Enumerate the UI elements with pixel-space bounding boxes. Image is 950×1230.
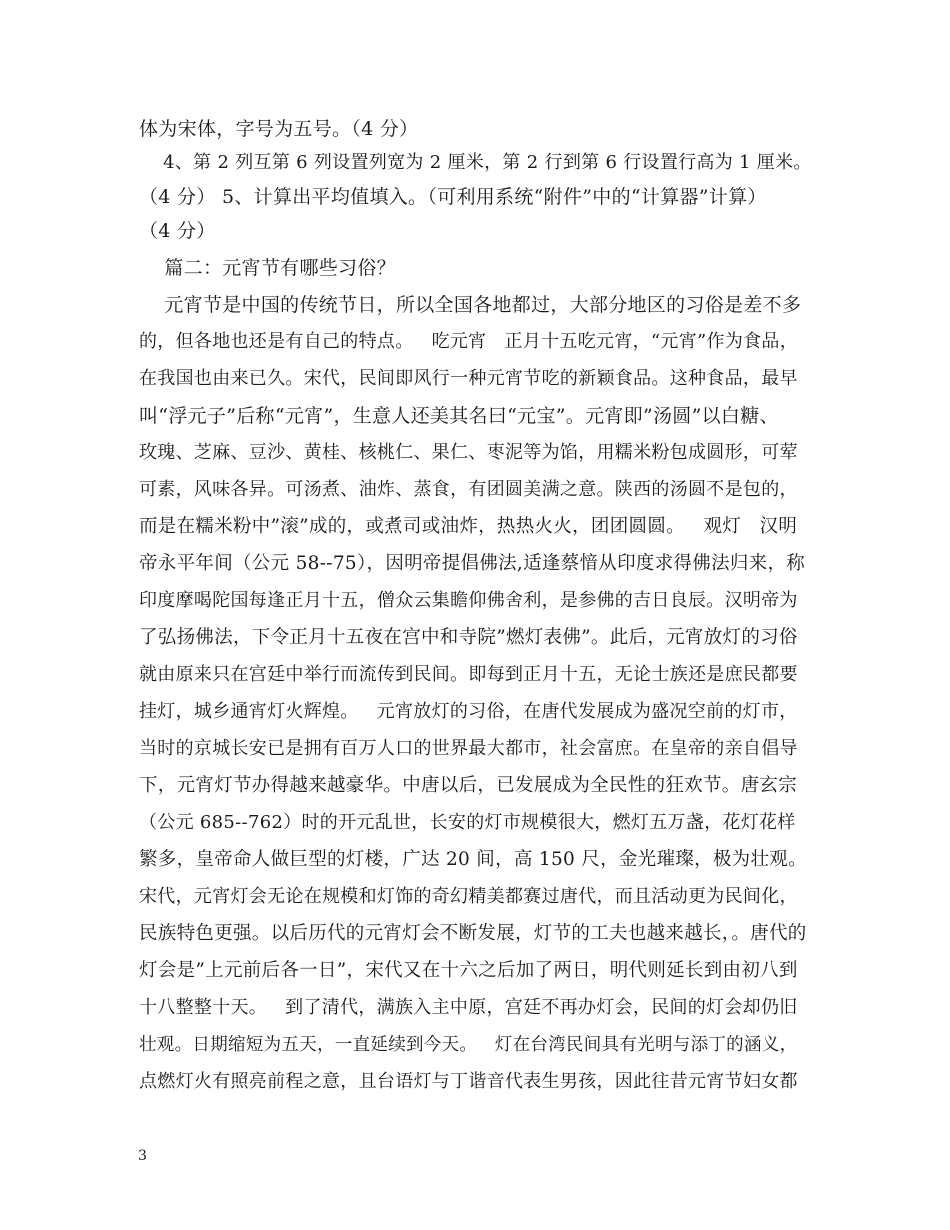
- text-line: 印度摩喝陀国每逢正月十五，僧众云集瞻仰佛舍利，是参佛的吉日良辰。汉明帝为: [139, 590, 798, 611]
- text-line: 繁多，皇帝命人做巨型的灯楼，广达 20 间，高 150 尺，金光璀璨，极为壮观。: [139, 849, 807, 870]
- text-line: 民族特色更强。以后历代的元宵灯会不断发展，灯节的工夫也越来越长，。唐代的: [139, 923, 807, 944]
- text-line: （4 分）: [139, 220, 216, 242]
- text-line: 挂灯，城乡通宵灯火辉煌。 元宵放灯的习俗，在唐代发展成为盛况空前的灯市，: [139, 701, 798, 722]
- text-line: 的，但各地也还是有自己的特点。 吃元宵 正月十五吃元宵，“元宵”作为食品，: [139, 331, 799, 352]
- text-line: 了弘扬佛法，下令正月十五夜在宫中和寺院”燃灯表佛”。此后，元宵放灯的习俗: [139, 627, 798, 648]
- text-line: 元宵节是中国的传统节日，所以全国各地都过，大部分地区的习俗是差不多: [139, 294, 802, 316]
- text-line: 而是在糯米粉中”滚”成的，或煮司或油炸，热热火火，团团圆圆。 观灯 汉明: [139, 516, 798, 537]
- text-line: 宋代，元宵灯会无论在规模和灯饰的奇幻精美都赛过唐代，而且活动更为民间化，: [139, 886, 798, 907]
- text-line: （公元 685--762）时的开元乱世，长安的灯市规模很大，燃灯五万盏，花灯花样: [139, 812, 796, 833]
- text-line: 下，元宵灯节办得越来越豪华。中唐以后，已发展成为全民性的狂欢节。唐玄宗: [139, 775, 798, 796]
- text-line: 点燃灯火有照亮前程之意，且台语灯与丁谐音代表生男孩，因此往昔元宵节妇女都: [139, 1071, 798, 1092]
- text-line: 叫“浮元子”后称“元宵”，生意人还美其名曰“元宝”。元宵即”汤圆”以白糖、: [139, 405, 779, 427]
- text-line: 灯会是”上元前后各一日”，宋代又在十六之后加了两日，明代则延长到由初八到: [139, 960, 798, 981]
- page-number: 3: [138, 1148, 147, 1164]
- text-line: 可素，风味各异。可汤煮、油炸、蒸食，有团圆美满之意。陕西的汤圆不是包的，: [139, 479, 798, 500]
- text-line: 当时的京城长安已是拥有百万人口的世界最大都市，社会富庶。在皇帝的亲自倡导: [139, 738, 798, 759]
- text-line: 体为宋体，字号为五号。（4 分）: [139, 118, 419, 140]
- text-line: （4 分） 5、计算出平均值填入。（可利用系统“附件”中的“计算器”计算）: [139, 186, 767, 208]
- text-line: 4、第 2 列互第 6 列设置列宽为 2 厘米，第 2 行到第 6 行设置行高为 1 厘米。: [139, 152, 812, 173]
- text-line: 壮观。日期缩短为五天，一直延续到今天。 灯在台湾民间具有光明与添丁的涵义，: [139, 1035, 798, 1055]
- text-line: 十八整整十天。 到了清代，满族入主中原，宫廷不再办灯会，民间的灯会却仍旧: [139, 997, 798, 1018]
- section-heading: 篇二：元宵节有哪些习俗？: [139, 257, 396, 279]
- text-line: 在我国也由来已久。宋代，民间即风行一种元宵节吃的新颖食品。这种食品，最早: [139, 368, 798, 389]
- text-line: 玫瑰、芝麻、豆沙、黄桂、核桃仁、果仁、枣泥等为馅，用糯米粉包成圆形，可荤: [139, 442, 798, 463]
- text-line: 就由原来只在宫廷中举行而流传到民间。即每到正月十五，无论士族还是庶民都要: [139, 664, 798, 685]
- text-line: 帝永平年间（公元 58--75），因明帝提倡佛法,适逢蔡愔从印度求得佛法归来，称: [139, 553, 806, 574]
